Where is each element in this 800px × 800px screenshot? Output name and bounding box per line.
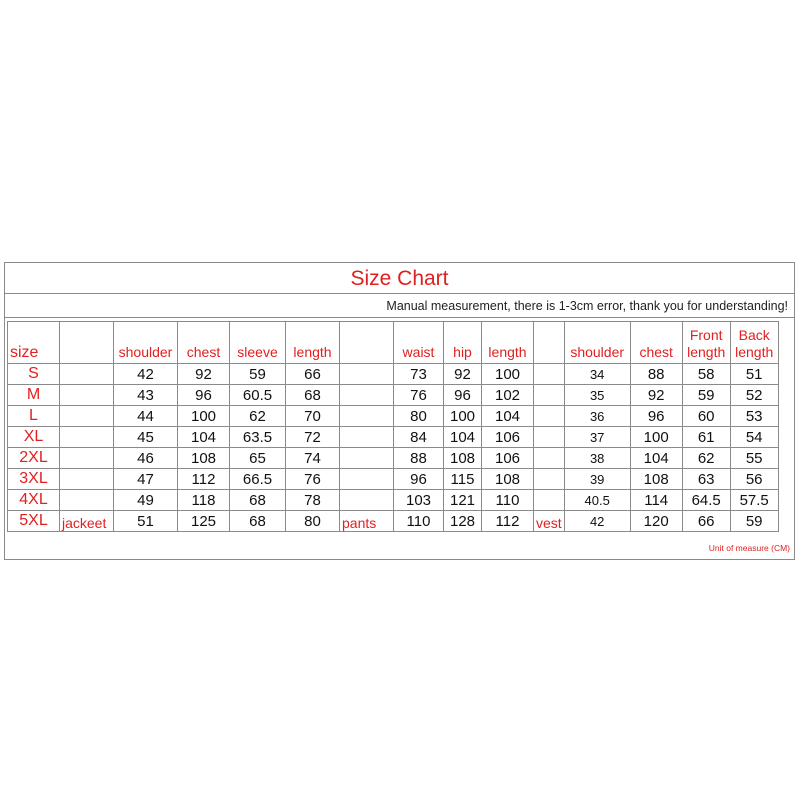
pants-value: 80 — [394, 406, 444, 427]
table-row — [8, 469, 779, 490]
vest-value: 66 — [682, 511, 730, 532]
spacer-cell — [534, 364, 565, 385]
pants-value: 84 — [394, 427, 444, 448]
jacket-value: 45 — [114, 427, 178, 448]
spacer-cell — [60, 469, 114, 490]
size-label: 2XL — [8, 448, 60, 469]
jacket-value: 63.5 — [230, 427, 286, 448]
vest-value: 100 — [630, 427, 682, 448]
spacer-cell — [534, 385, 565, 406]
vest-value: 120 — [630, 511, 682, 532]
jacket-value: 49 — [114, 490, 178, 511]
unit-note: Unit of measure (CM) — [708, 543, 790, 553]
vest-value: 42 — [564, 511, 630, 532]
vest-value: 108 — [630, 469, 682, 490]
pants-value: 92 — [444, 364, 482, 385]
pants-value: 110 — [394, 511, 444, 532]
vest-value: 35 — [564, 385, 630, 406]
jacket-value: 108 — [178, 448, 230, 469]
jacket-value: 112 — [178, 469, 230, 490]
pants-value: 110 — [482, 490, 534, 511]
jacket-value: 72 — [286, 427, 340, 448]
jacket-value: 100 — [178, 406, 230, 427]
measurement-note: Manual measurement, there is 1-3cm error, thank you for understanding! — [5, 294, 794, 318]
pants-value: 121 — [444, 490, 482, 511]
jacket-label: jackeet — [60, 511, 114, 532]
vest-value: 53 — [730, 406, 778, 427]
spacer-cell — [60, 427, 114, 448]
vest-value: 52 — [730, 385, 778, 406]
vest-value: 34 — [564, 364, 630, 385]
vest-value: 55 — [730, 448, 778, 469]
jacket-value: 96 — [178, 385, 230, 406]
jacket-value: 125 — [178, 511, 230, 532]
pants-label: pants — [340, 511, 394, 532]
jacket-value: 46 — [114, 448, 178, 469]
jacket-value: 66 — [286, 364, 340, 385]
jacket-value: 68 — [230, 490, 286, 511]
header-row — [8, 322, 779, 364]
vest-value: 59 — [730, 511, 778, 532]
jacket-value: 78 — [286, 490, 340, 511]
spacer-cell — [534, 406, 565, 427]
vest-value: 88 — [630, 364, 682, 385]
spacer-cell — [534, 469, 565, 490]
spacer-cell — [534, 490, 565, 511]
jacket-value: 66.5 — [230, 469, 286, 490]
size-label: M — [8, 385, 60, 406]
pants-value: 96 — [444, 385, 482, 406]
jacket-value: 51 — [114, 511, 178, 532]
vest-value: 61 — [682, 427, 730, 448]
vest-value: 59 — [682, 385, 730, 406]
jacket-header-length: length — [286, 322, 340, 364]
jacket-value: 59 — [230, 364, 286, 385]
vest-value: 54 — [730, 427, 778, 448]
table-row — [8, 448, 779, 469]
pants-value: 108 — [444, 448, 482, 469]
spacer-cell — [534, 448, 565, 469]
spacer-cell — [340, 385, 394, 406]
vest-header-chest: chest — [630, 322, 682, 364]
vest-value: 62 — [682, 448, 730, 469]
spacer-cell — [60, 406, 114, 427]
vest-value: 38 — [564, 448, 630, 469]
jacket-value: 68 — [230, 511, 286, 532]
spacer-cell — [340, 406, 394, 427]
jacket-value: 118 — [178, 490, 230, 511]
jacket-value: 42 — [114, 364, 178, 385]
vest-value: 114 — [630, 490, 682, 511]
pants-value: 88 — [394, 448, 444, 469]
table-row — [8, 364, 779, 385]
pants-value: 106 — [482, 427, 534, 448]
pants-value: 102 — [482, 385, 534, 406]
pants-value: 96 — [394, 469, 444, 490]
spacer-cell — [340, 448, 394, 469]
chart-title: Size Chart — [5, 263, 794, 294]
jacket-header-sleeve: sleeve — [230, 322, 286, 364]
spacer-cell — [340, 364, 394, 385]
table-row — [8, 511, 779, 532]
pants-value: 108 — [482, 469, 534, 490]
size-label: 5XL — [8, 511, 60, 532]
vest-value: 92 — [630, 385, 682, 406]
vest-header-shoulder: shoulder — [564, 322, 630, 364]
vest-value: 39 — [564, 469, 630, 490]
pants-value: 128 — [444, 511, 482, 532]
jacket-value: 44 — [114, 406, 178, 427]
pants-value: 100 — [482, 364, 534, 385]
vest-value: 58 — [682, 364, 730, 385]
pants-value: 103 — [394, 490, 444, 511]
size-header: size — [8, 322, 60, 364]
jacket-header-shoulder: shoulder — [114, 322, 178, 364]
size-chart — [4, 262, 795, 560]
jacket-value: 70 — [286, 406, 340, 427]
size-label: XL — [8, 427, 60, 448]
size-label: 3XL — [8, 469, 60, 490]
jacket-value: 68 — [286, 385, 340, 406]
jacket-value: 65 — [230, 448, 286, 469]
vest-value: 104 — [630, 448, 682, 469]
pants-value: 104 — [482, 406, 534, 427]
vest-value: 63 — [682, 469, 730, 490]
jacket-value: 60.5 — [230, 385, 286, 406]
spacer-cell — [60, 490, 114, 511]
jacket-header-chest: chest — [178, 322, 230, 364]
vest-value: 64.5 — [682, 490, 730, 511]
vest-header-front-length: Front length — [682, 322, 730, 364]
spacer-cell — [60, 364, 114, 385]
vest-value: 57.5 — [730, 490, 778, 511]
jacket-value: 47 — [114, 469, 178, 490]
size-label: 4XL — [8, 490, 60, 511]
pants-value: 104 — [444, 427, 482, 448]
pants-value: 115 — [444, 469, 482, 490]
vest-value: 96 — [630, 406, 682, 427]
spacer-cell — [340, 469, 394, 490]
spacer-cell — [340, 427, 394, 448]
vest-value: 56 — [730, 469, 778, 490]
spacer-cell — [60, 448, 114, 469]
jacket-value: 62 — [230, 406, 286, 427]
size-table — [7, 321, 779, 532]
spacer-cell — [534, 427, 565, 448]
size-label: L — [8, 406, 60, 427]
table-row — [8, 406, 779, 427]
pants-value: 112 — [482, 511, 534, 532]
table-row — [8, 490, 779, 511]
jacket-value: 92 — [178, 364, 230, 385]
vest-value: 36 — [564, 406, 630, 427]
table-row — [8, 385, 779, 406]
size-label: S — [8, 364, 60, 385]
header-spacer — [60, 322, 114, 364]
vest-value: 40.5 — [564, 490, 630, 511]
vest-label: vest — [534, 511, 565, 532]
vest-value: 60 — [682, 406, 730, 427]
vest-value: 37 — [564, 427, 630, 448]
jacket-value: 80 — [286, 511, 340, 532]
header-spacer — [534, 322, 565, 364]
pants-header-waist: waist — [394, 322, 444, 364]
pants-value: 73 — [394, 364, 444, 385]
jacket-value: 43 — [114, 385, 178, 406]
pants-value: 106 — [482, 448, 534, 469]
jacket-value: 76 — [286, 469, 340, 490]
vest-header-back-length: Back length — [730, 322, 778, 364]
vest-value: 51 — [730, 364, 778, 385]
spacer-cell — [60, 385, 114, 406]
spacer-cell — [340, 490, 394, 511]
pants-header-hip: hip — [444, 322, 482, 364]
pants-value: 76 — [394, 385, 444, 406]
pants-value: 100 — [444, 406, 482, 427]
table-row — [8, 427, 779, 448]
jacket-value: 74 — [286, 448, 340, 469]
pants-header-length: length — [482, 322, 534, 364]
header-spacer — [340, 322, 394, 364]
jacket-value: 104 — [178, 427, 230, 448]
